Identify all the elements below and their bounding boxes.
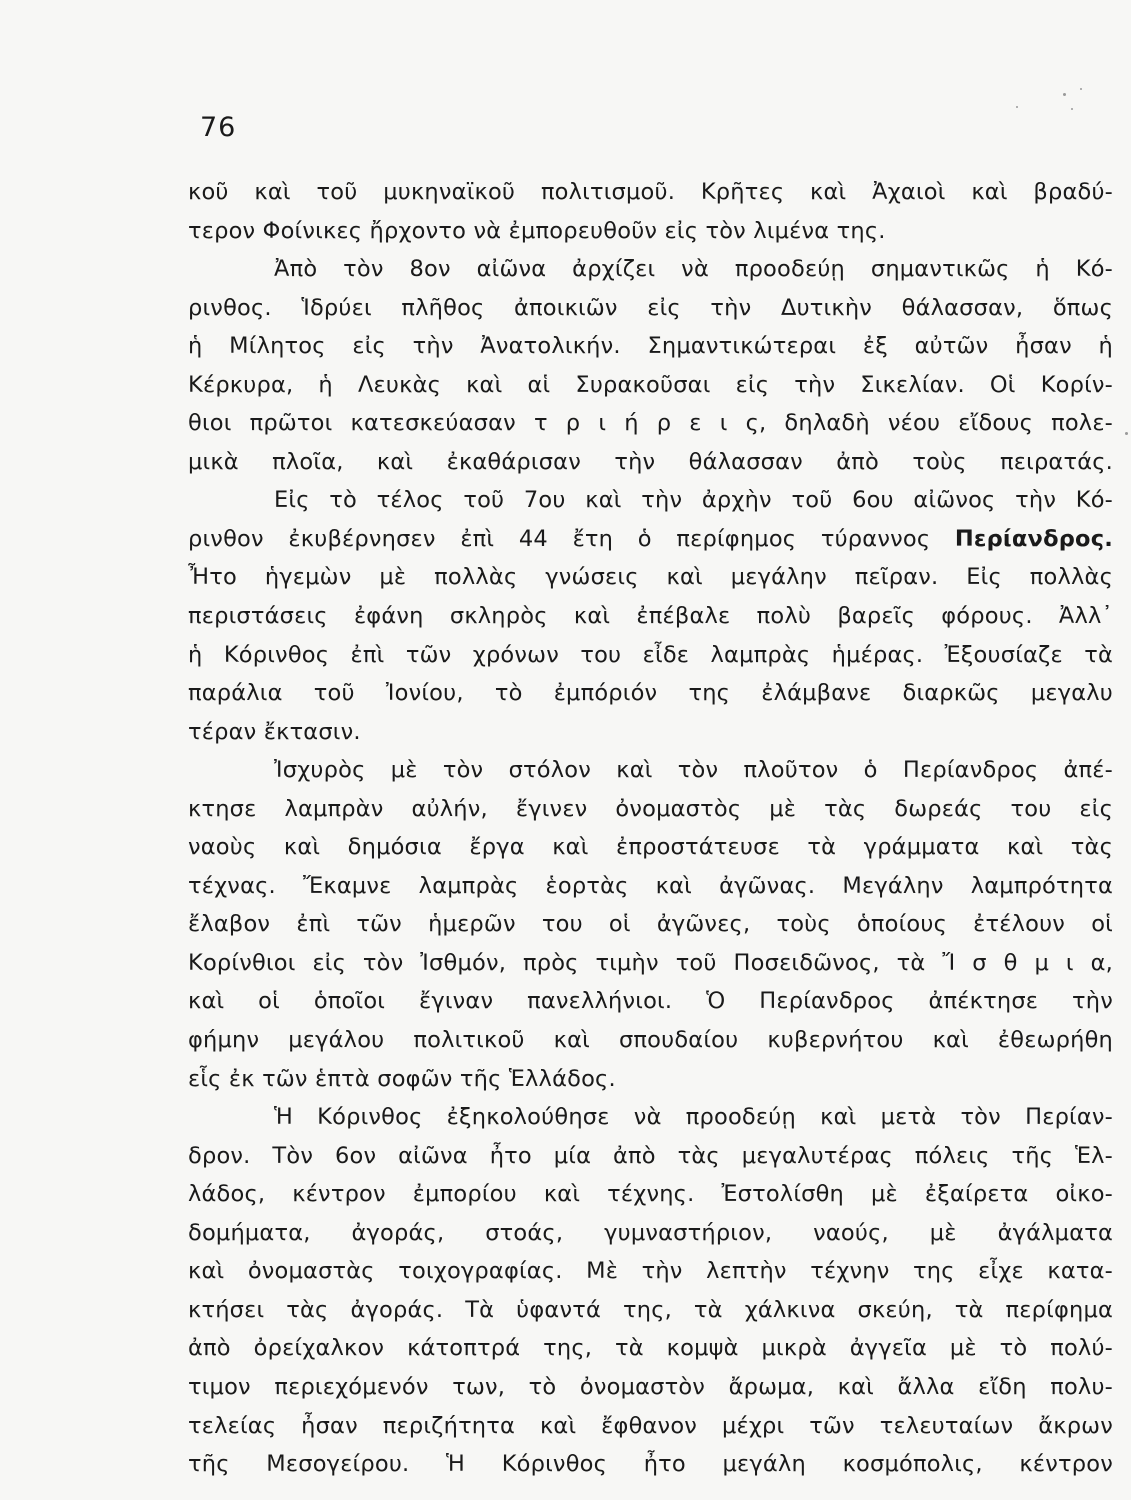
text-line: τῆς Μεσογείρου. Ἡ Κόρινθος ἦτο μεγάλη κοσμόπολις, κέντρον — [188, 1451, 1113, 1478]
text-line: ρινθος. Ἱδρύει πλῆθος ἀποικιῶν εἰς τὴν Δυτικὴν θάλασσαν, ὅπως — [188, 294, 1113, 321]
scan-speck — [1063, 93, 1066, 96]
body-text — [188, 173, 1113, 1484]
scan-speck — [1016, 106, 1018, 108]
emphasized-name: Περίανδρος. — [954, 525, 1113, 552]
text-line: ἡ Μίλητος εἰς τὴν Ἀνατολικήν. Σημαντικώτεραι ἐξ αὐτῶν ἦσαν ἡ — [188, 333, 1113, 360]
text-line: τελείας ἦσαν περιζήτητα καὶ ἔφθανον μέχρι τῶν τελευταίων ἄκρων — [188, 1412, 1113, 1439]
text-line: τέραν ἔκτασιν. — [188, 718, 361, 745]
text-line: Εἰς τὸ τέλος τοῦ 7ου καὶ τὴν ἀρχὴν τοῦ 6ου αἰῶνος τὴν Κό- — [274, 487, 1113, 514]
text-line: Ἀπὸ τὸν 8ον αἰῶνα ἀρχίζει νὰ προοδεύῃ σημαντικῶς ἡ Κό- — [274, 256, 1113, 283]
text-line: Ἦτο ἡγεμὼν μὲ πολλὰς γνώσεις καὶ μεγάλην πεῖραν. Εἰς πολλὰς — [188, 564, 1113, 591]
scan-speck — [1125, 432, 1128, 435]
text-line: δομήματα, ἀγοράς, στοάς, γυμναστήριον, ναούς, μὲ ἀγάλματα — [188, 1219, 1113, 1246]
text-line: φήμην μεγάλου πολιτικοῦ καὶ σπουδαίου κυβερνήτου καὶ ἐθεωρήθη — [188, 1027, 1113, 1054]
text-line: ἡ Κόρινθος ἐπὶ τῶν χρόνων του εἶδε λαμπρὰς ἡμέρας. Ἐξουσίαζε τὰ — [188, 641, 1113, 668]
text-line: τιμον περιεχόμενόν των, τὸ ὀνομαστὸν ἄρωμα, καὶ ἄλλα εἴδη πολυ- — [188, 1373, 1113, 1400]
text-line: παράλια τοῦ Ἰονίου, τὸ ἐμπόριόν της ἐλάμβανε διαρκῶς μεγαλυ — [188, 680, 1113, 707]
text-line: καὶ οἱ ὁποῖοι ἔγιναν πανελλήνιοι. Ὁ Περίανδρος ἀπέκτησε τὴν — [188, 988, 1113, 1015]
text-line: θιοι πρῶτοι κατεσκεύασαν τ ρ ι ή ρ ε ι ς, δηλαδὴ νέου εἴδους πολε- — [188, 410, 1113, 437]
text-line: εἷς ἐκ τῶν ἑπτὰ σοφῶν τῆς Ἑλλάδος. — [188, 1065, 616, 1092]
text-line: ἀπὸ ὀρείχαλκον κάτοπτρά της, τὰ κομψὰ μικρὰ ἀγγεῖα μὲ τὸ πολύ- — [188, 1335, 1113, 1362]
text-line: κτησε λαμπρὰν αὐλήν, ἔγινεν ὀνομαστὸς μὲ τὰς δωρεάς του εἰς — [188, 795, 1113, 822]
scan-speck — [1080, 88, 1082, 90]
text-line: Ἰσχυρὸς μὲ τὸν στόλον καὶ τὸν πλοῦτον ὁ Περίανδρος ἀπέ- — [274, 757, 1113, 784]
text-line: Κορίνθιοι εἰς τὸν Ἰσθμόν, πρὸς τιμὴν τοῦ Ποσειδῶνος, τὰ Ἴ σ θ μ ι α, — [188, 949, 1113, 976]
text-line: τερον Φοίνικες ἤρχοντο νὰ ἐμπορευθοῦν εἰς τὸν λιμένα της. — [188, 217, 886, 244]
text-line: περιστάσεις ἐφάνη σκληρὸς καὶ ἐπέβαλε πολὺ βαρεῖς φόρους. Ἀλλ᾽ — [188, 603, 1113, 630]
text-line: Κέρκυρα, ἡ Λευκὰς καὶ αἱ Συρακοῦσαι εἰς τὴν Σικελίαν. Οἱ Κορίν- — [188, 371, 1113, 398]
text-line: δρον. Τὸν 6ον αἰῶνα ἦτο μία ἀπὸ τὰς μεγαλυτέρας πόλεις τῆς Ἑλ- — [188, 1142, 1113, 1169]
text-line: ἔλαβον ἐπὶ τῶν ἡμερῶν του οἱ ἀγῶνες, τοὺς ὁποίους ἐτέλουν οἱ — [188, 911, 1113, 938]
text-line: τέχνας. Ἔκαμνε λαμπρὰς ἑορτὰς καὶ ἀγῶνας. Μεγάλην λαμπρότητα — [188, 872, 1113, 899]
text-line: κτήσει τὰς ἀγοράς. Τὰ ὑφαντά της, τὰ χάλκινα σκεύη, τὰ περίφημα — [188, 1296, 1113, 1323]
page-number: 76 — [200, 112, 237, 143]
scan-speck — [1071, 108, 1073, 110]
text-line: Ἡ Κόρινθος ἐξηκολούθησε νὰ προοδεύῃ καὶ μετὰ τὸν Περίαν- — [274, 1104, 1113, 1131]
text-line: ναοὺς καὶ δημόσια ἔργα καὶ ἐπροστάτευσε τὰ γράμματα καὶ τὰς — [188, 834, 1113, 861]
text-line: μικὰ πλοῖα, καὶ ἐκαθάρισαν τὴν θάλασσαν ἀπὸ τοὺς πειρατάς. — [188, 448, 1113, 475]
text-line: κοῦ καὶ τοῦ μυκηναϊκοῦ πολιτισμοῦ. Κρῆτες καὶ Ἀχαιοὶ καὶ βραδύ- — [188, 179, 1113, 205]
text-line: λάδος, κέντρον ἐμπορίου καὶ τέχνης. Ἐστολίσθη μὲ ἐξαίρετα οἰκο- — [188, 1181, 1113, 1208]
text-line: ρινθον ἐκυβέρνησεν ἐπὶ 44 ἔτη ὁ περίφημος τύραννος Περίανδρος. — [188, 525, 1113, 552]
text-line: καὶ ὀνομαστὰς τοιχογραφίας. Μὲ τὴν λεπτὴν τέχνην της εἶχε κατα- — [188, 1258, 1113, 1285]
